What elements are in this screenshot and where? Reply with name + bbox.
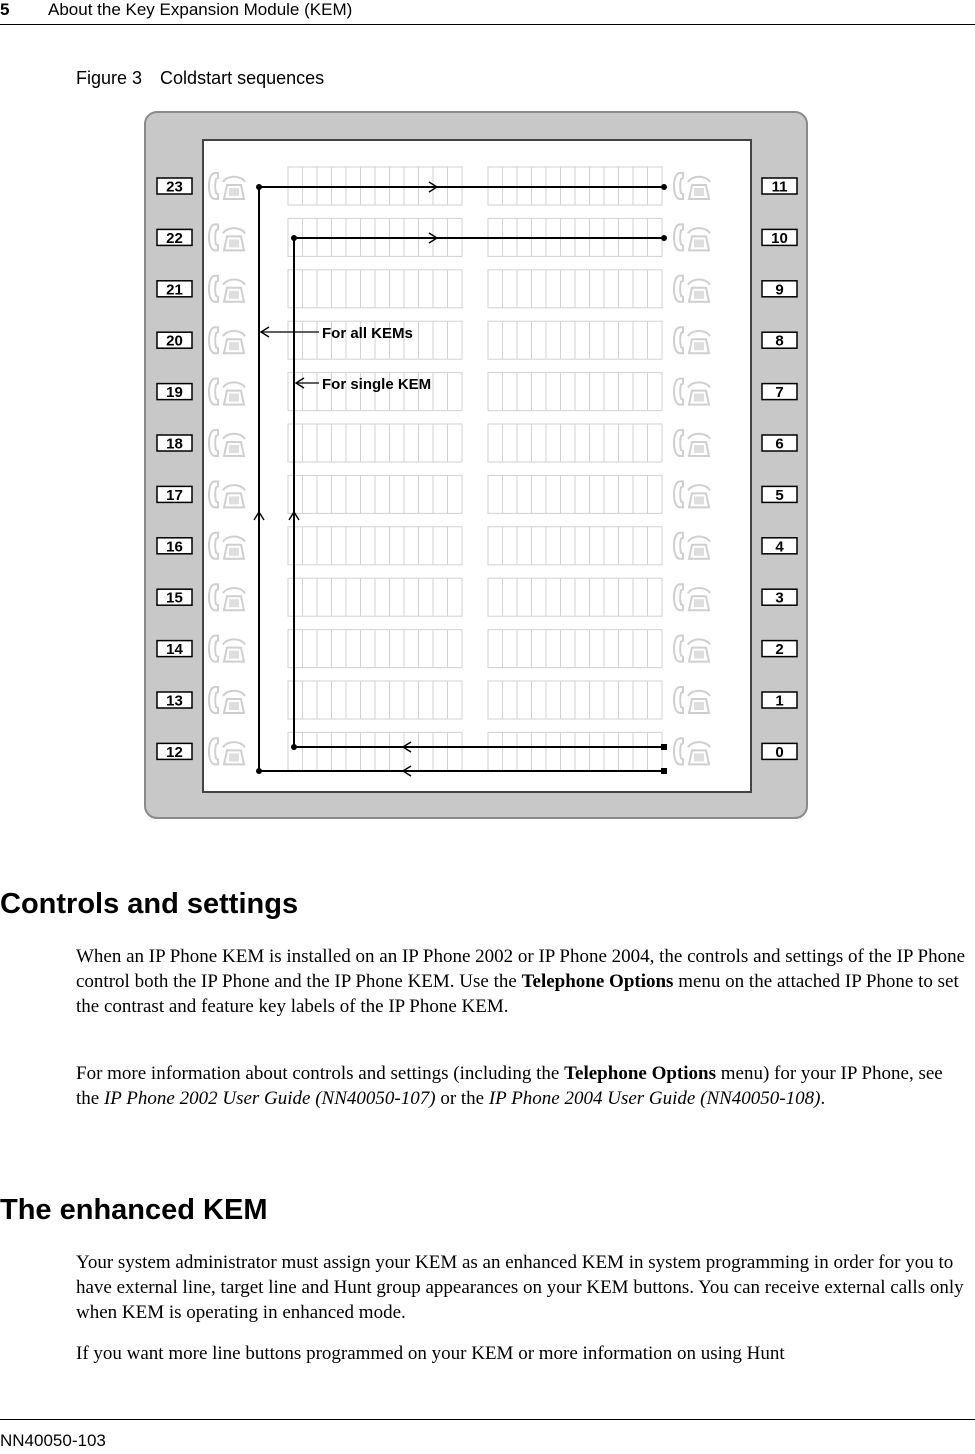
- kem-button: [762, 229, 797, 247]
- section-heading-controls: Controls and settings: [0, 888, 299, 920]
- kem-button-label: 18: [166, 435, 183, 453]
- kem-button-label: 14: [166, 641, 183, 659]
- paragraph-controls-2: For more information about controls and settings (including the Telephone Options menu) for your IP Phone, see the IP Phone 2002 User Guide (NN40050-107) or the IP Phone 2004 User Guide (NN40050-108).: [76, 1063, 943, 1109]
- kem-button-label: 1: [775, 692, 784, 710]
- kem-button-label: 22: [166, 229, 183, 247]
- annotation-single-kem: For single KEM: [322, 376, 432, 393]
- kem-button: [157, 589, 192, 607]
- kem-button-label: 12: [166, 743, 183, 761]
- kem-button: [157, 486, 192, 504]
- section-heading-enhanced-kem: The enhanced KEM: [0, 1194, 268, 1226]
- kem-button: [157, 229, 192, 247]
- kem-button: [762, 486, 797, 504]
- kem-button-label: 2: [775, 641, 784, 659]
- annotation-all-kems: For all KEMs: [322, 325, 413, 342]
- kem-button: [157, 435, 192, 453]
- kem-button-label: 17: [166, 486, 183, 504]
- kem-button: [157, 743, 192, 761]
- kem-diagram: [143, 110, 811, 822]
- figure-label: Figure 3: [76, 68, 143, 88]
- kem-button: [762, 384, 797, 402]
- figure-caption: [76, 68, 324, 89]
- kem-button: [762, 589, 797, 607]
- sequence-dot: [291, 235, 297, 241]
- kem-button-label: 10: [771, 229, 788, 247]
- sequence-dot: [661, 235, 667, 241]
- kem-button-label: 15: [166, 589, 183, 607]
- kem-button: [762, 332, 797, 350]
- kem-button: [762, 435, 797, 453]
- kem-button-label: 3: [775, 589, 784, 607]
- kem-button: [157, 281, 192, 299]
- kem-button-label: 20: [166, 332, 183, 350]
- kem-button-label: 9: [775, 281, 784, 299]
- sequence-dot: [256, 184, 262, 190]
- footer-rule: [0, 1419, 975, 1420]
- kem-button: [157, 332, 192, 350]
- kem-button: [157, 178, 192, 196]
- kem-button: [762, 281, 797, 299]
- sequence-end-square: [661, 768, 667, 774]
- kem-button: [762, 178, 797, 196]
- figure-title: Coldstart sequences: [160, 68, 325, 88]
- kem-button-label: 5: [775, 486, 784, 504]
- kem-button: [157, 384, 192, 402]
- page-number: 5: [0, 0, 10, 19]
- kem-button-label: 11: [771, 178, 788, 196]
- kem-button-label: 21: [166, 281, 183, 299]
- kem-button: [157, 692, 192, 710]
- paragraph-enhanced-1: Your system administrator must assign your KEM as an enhanced KEM in system programming in order for you to have external line, target line and Hunt group appearances on your KEM buttons. You can receive external calls only when KEM is operating in enhanced mode.: [76, 1252, 964, 1323]
- kem-button-label: 8: [775, 332, 784, 350]
- doc-number: NN40050-103: [0, 1431, 106, 1450]
- kem-button: [157, 538, 192, 556]
- paragraph-enhanced-2: If you want more line buttons programmed on your KEM or more information on using Hunt: [76, 1343, 785, 1364]
- sequence-end-square: [661, 744, 667, 750]
- sequence-dot: [291, 744, 297, 750]
- kem-button-label: 4: [775, 538, 784, 556]
- sequence-dot: [661, 184, 667, 190]
- sequence-dot: [256, 768, 262, 774]
- paragraph-controls-1: When an IP Phone KEM is installed on an IP Phone 2002 or IP Phone 2004, the controls and settings of the IP Phone control both the IP Phone and the IP Phone KEM. Use the Telephone Options menu on the attached IP Phone to set the contrast and feature key labels of the IP Phone KEM.: [76, 946, 966, 1017]
- kem-button-label: 6: [775, 435, 784, 453]
- kem-button: [762, 641, 797, 659]
- kem-button: [157, 641, 192, 659]
- chapter-title: About the Key Expansion Module (KEM): [48, 0, 353, 19]
- kem-button: [762, 692, 797, 710]
- kem-button: [762, 743, 797, 761]
- kem-button-label: 23: [166, 178, 183, 196]
- kem-button-label: 0: [775, 743, 784, 761]
- kem-button-label: 7: [775, 384, 784, 402]
- kem-button: [762, 538, 797, 556]
- page-header: [0, 0, 975, 25]
- kem-button-label: 13: [166, 692, 183, 710]
- kem-button-label: 19: [166, 384, 183, 402]
- kem-button-label: 16: [166, 538, 183, 556]
